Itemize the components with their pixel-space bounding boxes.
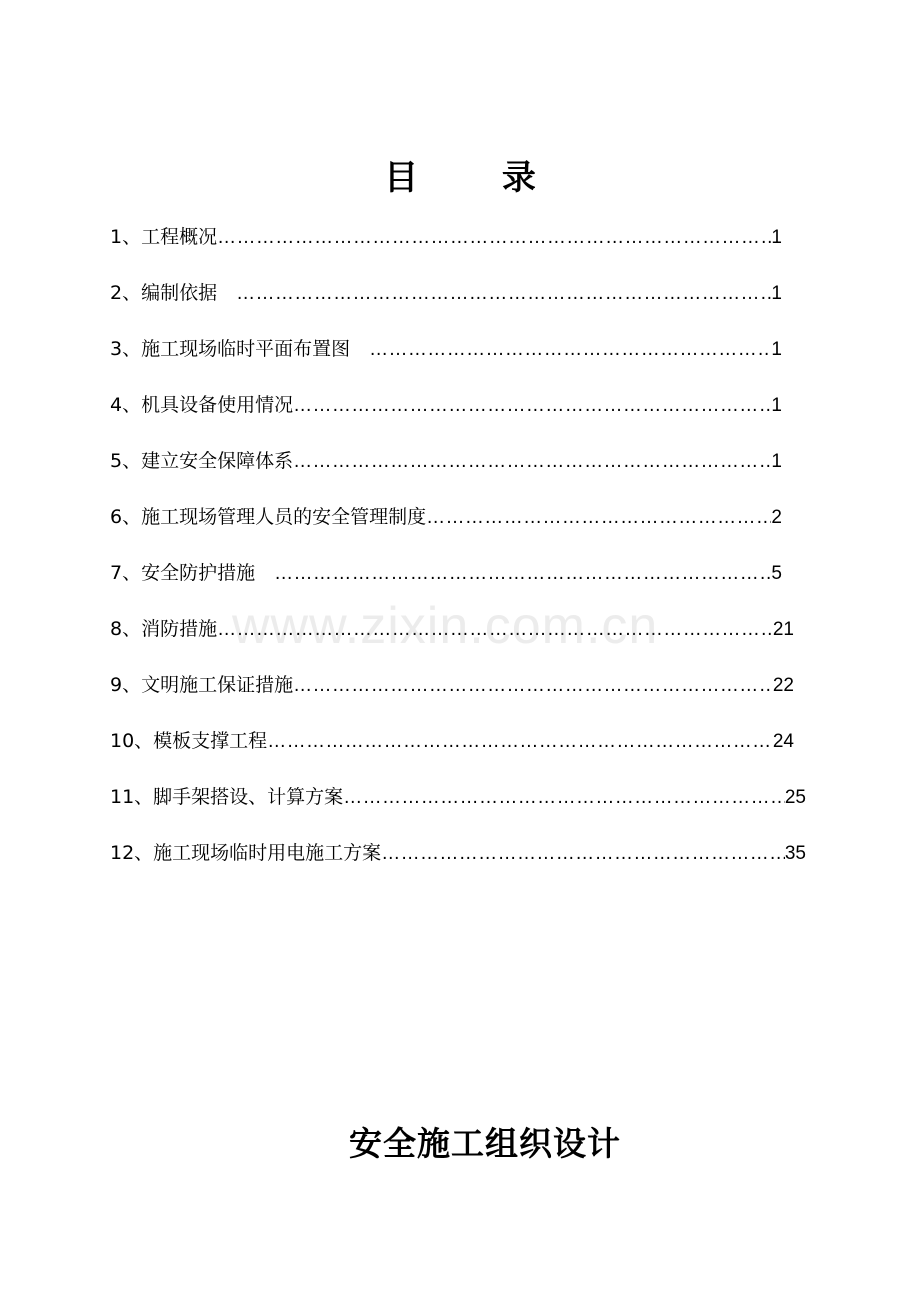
- toc-dot-leader: [426, 498, 771, 538]
- toc-dot-leader: [381, 834, 785, 874]
- toc-entry-page-number: 35: [784, 843, 806, 864]
- toc-entry-page-number: 25: [784, 787, 806, 808]
- toc-entry[interactable]: [110, 329, 782, 385]
- toc-dot-leader: [369, 330, 771, 370]
- toc-entry[interactable]: [110, 665, 794, 721]
- toc-entry-label: 12、施工现场临时用电施工方案: [110, 842, 382, 864]
- toc-dot-leader: [267, 722, 773, 762]
- toc-entry[interactable]: [110, 217, 782, 273]
- toc-entry-label: 1、工程概况: [110, 226, 218, 248]
- toc-dot-leader: [293, 386, 771, 426]
- toc-entry-page-number: 24: [772, 731, 794, 752]
- toc-dot-leader: [236, 274, 771, 314]
- toc-entry-page-number: 5: [771, 563, 782, 584]
- toc-entry[interactable]: [110, 553, 782, 609]
- toc-entry[interactable]: [110, 833, 806, 889]
- toc-dot-leader: [293, 442, 771, 482]
- toc-entry[interactable]: [110, 721, 794, 777]
- watermark: www.zixin.com.cn: [232, 597, 659, 655]
- toc-entry-label: 8、消防措施: [110, 618, 218, 640]
- toc-dot-leader: [217, 610, 773, 650]
- toc-entry-page-number: 21: [772, 619, 794, 640]
- toc-entry-page-number: 1: [771, 227, 782, 248]
- toc-entry[interactable]: [110, 497, 782, 553]
- toc-entry-label: 5、建立安全保障体系: [110, 450, 294, 472]
- toc-entry[interactable]: [110, 777, 806, 833]
- toc-entry-page-number: 1: [771, 451, 782, 472]
- document-title: 安全施工组织设计: [349, 1124, 621, 1163]
- toc-entry[interactable]: [110, 273, 782, 329]
- toc-list: [110, 217, 806, 889]
- toc-entry-page-number: 1: [771, 395, 782, 416]
- toc-entry-page-number: 1: [771, 283, 782, 304]
- toc-entry[interactable]: [110, 609, 794, 665]
- toc-entry-label: 7、安全防护措施: [110, 562, 275, 584]
- toc-entry-label: 9、文明施工保证措施: [110, 674, 294, 696]
- toc-entry-page-number: 2: [771, 507, 782, 528]
- toc-entry-label: 10、模板支撑工程: [110, 730, 268, 752]
- toc-dot-leader: [274, 554, 771, 594]
- toc-dot-leader: [343, 778, 785, 818]
- toc-dot-leader: [293, 666, 773, 706]
- toc-entry[interactable]: [110, 385, 782, 441]
- toc-entry-page-number: 22: [772, 675, 794, 696]
- toc-entry-label: 2、编制依据: [110, 282, 237, 304]
- toc-entry-label: 3、施工现场临时平面布置图: [110, 338, 370, 360]
- toc-entry[interactable]: [110, 441, 782, 497]
- toc-entry-label: 4、机具设备使用情况: [110, 394, 294, 416]
- toc-entry-label: 6、施工现场管理人员的安全管理制度: [110, 506, 427, 528]
- toc-dot-leader: [217, 218, 771, 258]
- toc-title: 目 录: [384, 158, 572, 198]
- toc-entry-label: 11、脚手架搭设、计算方案: [110, 786, 344, 808]
- toc-entry-page-number: 1: [771, 339, 782, 360]
